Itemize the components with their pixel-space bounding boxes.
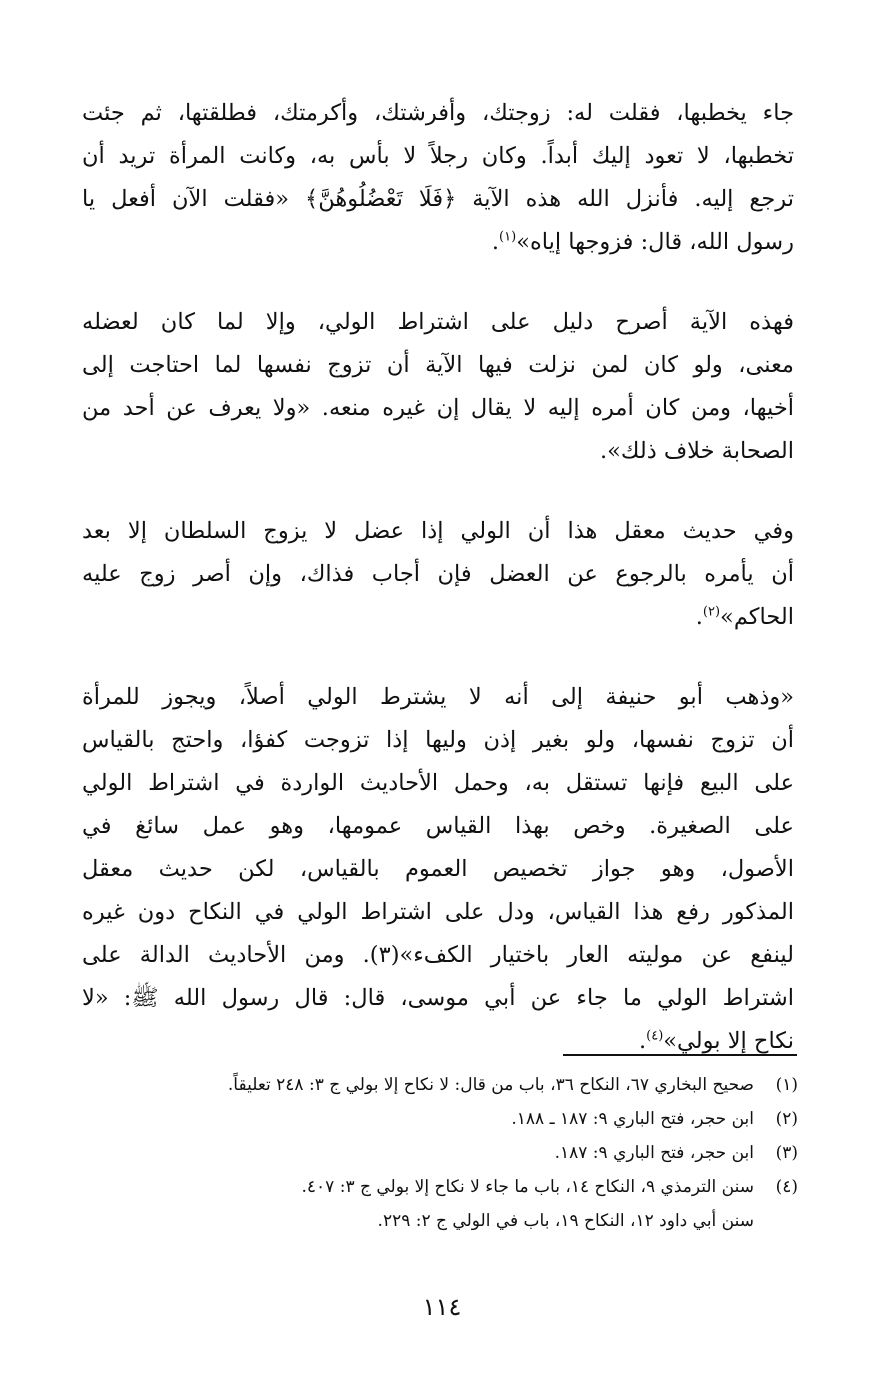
paragraph-line: أخيها، ومن كان أمره إليه لا يقال إن غيره منعه. «ولا يعرف عن أحد من [82, 395, 794, 421]
footnote-text: سنن الترمذي ٩، النكاح ١٤، باب ما جاء لا نكاح إلا بولي ج ٣: ٤٠٧. [301, 1177, 754, 1197]
paragraph-line: معنى، ولو كان لمن نزلت فيها الآية أن تزوج نفسها لما احتاجت إلى [82, 352, 794, 378]
footnote-marker: (٢) [702, 604, 721, 620]
paragraph-line: على البيع فإنها تستقل به، وحمل الأحاديث الواردة في اشتراط الولي [82, 770, 794, 796]
paragraph-line: وفي حديث معقل هذا أن الولي إذا عضل لا يزوج السلطان إلا بعد [82, 518, 794, 544]
footnote-separator [563, 1054, 797, 1056]
paragraph-line: «وذهب أبو حنيفة إلى أنه لا يشترط الولي أصلاً، ويجوز للمرأة [82, 684, 794, 710]
footnote-text: ابن حجر، فتح الباري ٩: ١٨٧. [554, 1143, 754, 1163]
paragraph-2 [82, 301, 794, 473]
footnote-item [150, 1136, 798, 1170]
paragraph-line: فهذه الآية أصرح دليل على اشتراط الولي، وإلا لما كان لعضله [82, 309, 794, 335]
footnotes [150, 1068, 798, 1238]
page-number: ١١٤ [422, 1293, 462, 1321]
paragraph-line-text: رسول الله، قال: فزوجها إياه» [516, 229, 794, 255]
paragraph-line: تخطبها، لا تعود إليك أبداً. وكان رجلاً لا بأس به، وكانت المرأة تريد أن [82, 143, 794, 169]
footnote-item [150, 1170, 798, 1204]
paragraph-last-line [82, 221, 794, 264]
paragraph-line: اشتراط الولي ما جاء عن أبي موسى، قال: قال رسول الله ﷺ: «لا [82, 985, 794, 1011]
paragraph-3 [82, 510, 794, 639]
paragraph-line: أن يأمره بالرجوع عن العضل فإن أجاب فذاك، وإن أصر زوج عليه [82, 561, 794, 587]
paragraph-last-line [82, 1020, 794, 1063]
footnote-number: (٣) [775, 1143, 798, 1163]
paragraph-line: لينفع عن موليته العار باختيار الكفء»(٣). ومن الأحاديث الدالة على [82, 942, 794, 968]
paragraph-line-text: الحاكم» [720, 604, 794, 630]
footnote-text: ابن حجر، فتح الباري ٩: ١٨٧ ـ ١٨٨. [511, 1109, 754, 1129]
line-terminator: . [638, 1028, 647, 1054]
paragraph-line: ترجع إليه. فأنزل الله هذه الآية ﴿فَلَا تَعْضُلُوهُنَّ﴾ «فقلت الآن أفعل يا [82, 186, 794, 212]
footnote-item [150, 1102, 798, 1136]
paragraph-1 [82, 92, 794, 264]
footnote-text: صحيح البخاري ٦٧، النكاح ٣٦، باب من قال: لا نكاح إلا بولي ج ٣: ٢٤٨ تعليقاً. [227, 1075, 754, 1095]
page-body [82, 92, 794, 1100]
footnote-continuation: سنن أبي داود ١٢، النكاح ١٩، باب في الولي ج ٢: ٢٢٩. [377, 1211, 754, 1231]
footnote-marker: (١) [499, 229, 517, 245]
paragraph-line: المذكور رفع هذا القياس، ودل على اشتراط الولي في النكاح دون غيره [82, 899, 794, 925]
paragraph-last-line: الصحابة خلاف ذلك». [599, 438, 794, 464]
footnote-number: (١) [775, 1075, 798, 1095]
footnote-number: (٢) [775, 1109, 798, 1129]
paragraph-4 [82, 676, 794, 1063]
footnote-item [150, 1068, 798, 1102]
footnote-number: (٤) [775, 1177, 798, 1197]
paragraph-line-text: نكاح إلا بولي» [663, 1028, 794, 1054]
footnote-marker: (٤) [646, 1028, 664, 1044]
line-terminator: . [491, 229, 500, 255]
paragraph-line: الأصول، وهو جواز تخصيص العموم بالقياس، لكن حديث معقل [82, 856, 794, 882]
line-terminator: . [695, 604, 703, 630]
paragraph-line: جاء يخطبها، فقلت له: زوجتك، وأفرشتك، وأكرمتك، فطلقتها، ثم جئت [82, 100, 794, 126]
paragraph-line: أن تزوج نفسها، ولو بغير إذن وليها إذا تزوجت كفؤا، واحتج بالقياس [82, 727, 794, 753]
paragraph-last-line [82, 596, 794, 639]
paragraph-line: على الصغيرة. وخص بهذا القياس عمومها، وهو عمل سائغ في [82, 813, 794, 839]
